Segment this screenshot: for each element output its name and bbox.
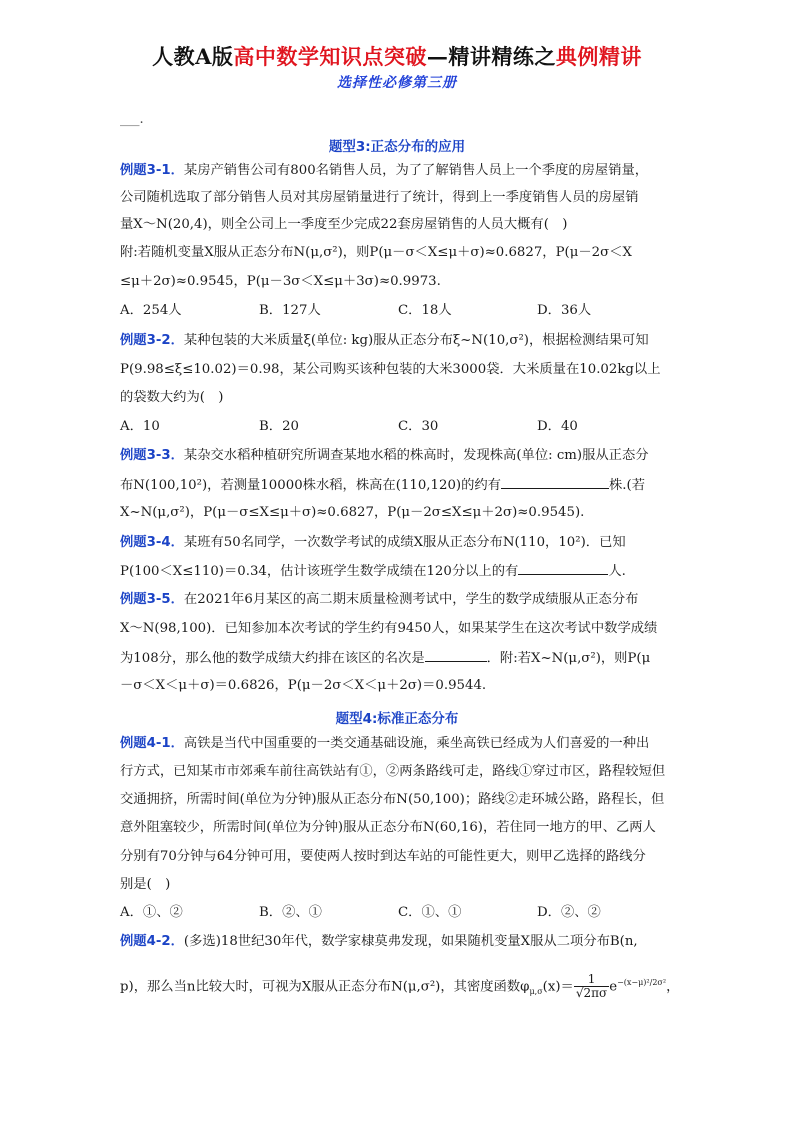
fraction-denominator: √2πσ	[575, 986, 608, 1001]
exponent: −(x−μ)²/2σ²	[617, 978, 667, 987]
example-3-5-line-2: X～N(98,100)．已知参加本次考试的学生约有9450人，如果某学生在这次考试中数学成绩	[120, 621, 658, 636]
example-text: 株.(若	[608, 478, 645, 493]
example-3-1-line-2: 公司随机选取了部分销售人员对其房屋销量进行了统计，得到上一季度销售人员的房屋销	[120, 190, 639, 205]
example-label: 例题3-3．	[120, 448, 184, 463]
option-d: D．36人	[537, 303, 592, 318]
answer-blank[interactable]	[501, 476, 609, 489]
example-label: 例题3-5．	[120, 592, 184, 607]
header-series: 高中数学知识点突破	[233, 44, 427, 69]
example-text: P(100＜X≤110)＝0.34，估计该班学生数学成绩在120分以上的有	[120, 564, 519, 579]
example-3-1-line-4: 附:若随机变量X服从正态分布N(μ,σ²)，则P(μ－σ＜X≤μ＋σ)≈0.6827，P(μ－2σ＜X	[120, 245, 632, 260]
example-4-2-line-1	[120, 933, 680, 951]
example-3-2-line-2: P(9.98≤ξ≤10.02)＝0.98，某公司购买该种包装的大米3000袋．大米质量在10.02kg以上	[120, 362, 661, 377]
example-3-4-line-2	[120, 562, 680, 581]
example-4-1-line-4: 意外阻塞较少，所需时间(单位为分钟)服从正态分布N(60,16)，若住同一地方的甲、乙两人	[120, 820, 656, 835]
example-3-5-line-1	[120, 591, 680, 609]
answer-blank[interactable]	[518, 562, 608, 575]
example-3-2-line-3: 的袋数大约为( )	[120, 390, 224, 405]
page-header-subtitle: 选择性必修第三册	[337, 75, 457, 91]
example-text: 在2021年6月某区的高二期末质量检测考试中，学生的数学成绩服从正态分布	[183, 592, 639, 607]
option-c: C．30	[398, 419, 439, 434]
option-a: A．254人	[120, 303, 182, 318]
option-b: B．127人	[259, 303, 321, 318]
option-c: C．18人	[398, 303, 452, 318]
page-header-title	[0, 44, 794, 70]
example-text: 高铁是当代中国重要的一类交通基础设施，乘坐高铁已经成为人们喜爱的一种出	[183, 736, 650, 751]
option-d: D．40	[537, 419, 578, 434]
example-text: ．附:若X~N(μ,σ²)，则P(μ	[486, 651, 651, 666]
example-text: ，	[666, 979, 680, 995]
section-title-4: 题型4:标准正态分布	[335, 711, 459, 727]
density-subscript: μ,σ	[529, 987, 543, 997]
exponential-base: e	[609, 979, 618, 995]
example-text: 布N(100,10²)，若测量10000株水稻，株高在(110,120)的约有	[120, 478, 501, 493]
example-text: 某班有50名同学，一次数学考试的成绩X服从正态分布N(110，10²)．已知	[183, 535, 626, 550]
example-3-1-line-3: 量X～N(20,4)，则全公司上一季度至少完成22套房屋销售的人员大概有( )	[120, 217, 568, 232]
header-topic: 典例精讲	[555, 44, 642, 69]
example-label: 例题3-2．	[120, 333, 184, 348]
fraction-numerator: 1	[574, 973, 609, 987]
example-4-1-line-3: 交通拥挤，所需时间(单位为分钟)服从正态分布N(50,100)；路线②走环城公路，路程长，但	[120, 792, 665, 807]
example-text: p)，那么当n比较大时，可视为X服从正态分布N(μ,σ²)，其密度函数φ	[120, 979, 530, 995]
example-3-1-line-1	[120, 162, 680, 180]
example-4-1-line-5: 分别有70分钟与64分钟可用，要使两人按时到达车站的可能性更大，则甲乙选择的路线分	[120, 849, 646, 864]
example-3-3-line-2	[120, 476, 680, 495]
example-3-3-line-1	[120, 447, 680, 465]
example-text: (x)＝	[542, 979, 574, 995]
example-label: 例题4-1．	[120, 736, 184, 751]
continuation-mark: ___.	[120, 112, 144, 127]
example-3-3-line-3: X~N(μ,σ²)，P(μ－σ≤X≤μ＋σ)≈0.6827，P(μ－2σ≤X≤μ＋2σ)≈0.9545).	[120, 505, 585, 520]
header-subseries: —精讲精练之	[426, 44, 556, 69]
option-b: B．20	[259, 419, 299, 434]
example-4-1-line-6: 别是( )	[120, 877, 171, 892]
example-3-2-line-1	[120, 332, 680, 350]
header-publisher: 人教A版	[152, 44, 234, 69]
option-c: C．①、①	[398, 905, 462, 920]
option-a: A．10	[120, 419, 160, 434]
example-4-1-line-1	[120, 735, 680, 753]
example-4-2-line-2	[120, 968, 680, 1007]
example-4-1-line-2: 行方式，已知某市市郊乘车前往高铁站有①，②两条路线可走，路线①穿过市区，路程较短但	[120, 764, 666, 779]
example-label: 例题3-1．	[120, 163, 184, 178]
answer-blank[interactable]	[425, 649, 487, 662]
example-3-1-line-5: ≤μ＋2σ)≈0.9545，P(μ－3σ＜X≤μ＋3σ)≈0.9973.	[120, 274, 441, 289]
example-3-5-line-3	[120, 649, 680, 668]
option-a: A．①、②	[120, 905, 183, 920]
section-title-3: 题型3:正态分布的应用	[328, 139, 466, 155]
example-text: (多选)18世纪30年代，数学家棣莫弗发现，如果随机变量X服从二项分布B(n,	[183, 934, 638, 949]
density-fraction	[574, 973, 609, 1000]
option-b: B．②、①	[259, 905, 322, 920]
example-text: 人.	[608, 564, 626, 579]
example-3-4-line-1	[120, 534, 680, 552]
example-text: 为108分，那么他的数学成绩大约排在该区的名次是	[120, 651, 425, 666]
example-text: 某杂交水稻种植研究所调查某地水稻的株高时，发现株高(单位: cm)服从正态分	[183, 448, 649, 463]
option-d: D．②、②	[537, 905, 601, 920]
example-text: 某种包装的大米质量ξ(单位: kg)服从正态分布ξ~N(10,σ²)，根据检测结果可知	[183, 333, 649, 348]
example-label: 例题3-4．	[120, 535, 184, 550]
example-label: 例题4-2．	[120, 934, 184, 949]
example-text: 某房产销售公司有800名销售人员，为了了解销售人员上一个季度的房屋销量，	[183, 163, 649, 178]
example-3-5-line-4: －σ＜X＜μ＋σ)＝0.6826，P(μ－2σ＜X＜μ＋2σ)＝0.9544.	[120, 678, 487, 693]
